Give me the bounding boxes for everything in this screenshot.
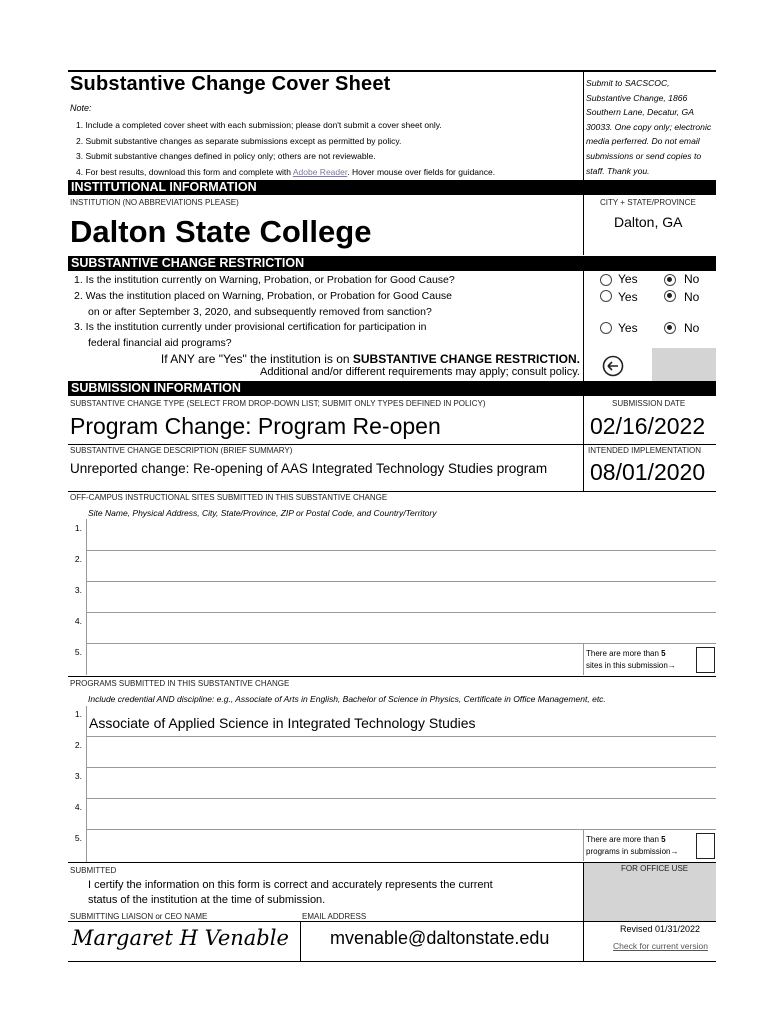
description-rule	[68, 491, 716, 492]
certification-line-1: I certify the information on this form is correct and accurately represents the current	[88, 879, 493, 891]
programs-more-checkbox[interactable]	[696, 833, 715, 859]
site-row-2-number: 2.	[74, 554, 82, 564]
site-row-3-field[interactable]	[87, 582, 716, 612]
note-4-pre: 4. For best results, download this form and complete with	[76, 167, 293, 177]
program-row-5-field[interactable]	[87, 830, 582, 861]
q2-yes-label: Yes	[618, 290, 638, 304]
program-row-4-number: 4.	[74, 802, 82, 812]
email-field[interactable]: mvenable@daltonstate.edu	[330, 928, 550, 948]
site-row-2-field[interactable]	[87, 551, 716, 581]
restriction-notice-bold: SUBSTANTIVE CHANGE RESTRICTION.	[352, 352, 580, 366]
sites-more-pre: There are more than	[586, 649, 662, 658]
submission-date-label: SUBMISSION DATE	[612, 399, 686, 408]
question-3b: federal financial aid programs?	[88, 337, 232, 349]
programs-more-post: programs in submission→	[586, 847, 679, 856]
restriction-gray-cell	[652, 348, 716, 382]
site-row-4-field[interactable]	[87, 613, 716, 643]
programs-more-pre: There are more than	[586, 835, 662, 844]
sites-more-note	[586, 648, 676, 672]
q2-yes-radio[interactable]	[600, 290, 612, 302]
site-row-4-number: 4.	[74, 616, 82, 626]
q2-no-radio[interactable]	[664, 290, 676, 302]
note-2: 2. Submit substantive changes as separate submissions except as permitted by policy.	[76, 136, 402, 146]
institutional-info-bar: INSTITUTIONAL INFORMATION	[68, 180, 716, 195]
note-3: 3. Submit substantive changes defined in policy only; others are not reviewable.	[76, 151, 376, 161]
restriction-notice-2: Additional and/or different requirements may apply; consult policy.	[260, 366, 580, 378]
programs-more-note	[586, 834, 678, 858]
bottom-rule	[68, 961, 716, 962]
q3-yes-radio[interactable]	[600, 322, 612, 334]
note-4-post: . Hover mouse over fields for guidance.	[347, 167, 496, 177]
q3-yes-label: Yes	[618, 321, 638, 335]
certification-text	[88, 878, 493, 908]
sites-bottom-rule	[68, 676, 716, 677]
programs-more-num: 5	[661, 835, 666, 844]
question-3a: 3. Is the institution currently under provisional certification for participation in	[74, 321, 427, 333]
revised-date: Revised 01/31/2022	[620, 924, 701, 934]
note-label: Note:	[70, 103, 92, 113]
restriction-bar: SUBSTANTIVE CHANGE RESTRICTION	[68, 256, 716, 271]
q1-yes-label: Yes	[618, 272, 638, 286]
page-title: Substantive Change Cover Sheet	[70, 73, 391, 95]
submission-instructions: Submit to SACSCOC, Substantive Change, 1866 Southern Lane, Decatur, GA 30033. One copy only; electronic media perferred. Do not email submissions or send copies to staff. Thank you.	[586, 78, 712, 176]
note-4	[76, 167, 495, 177]
institution-divider	[583, 195, 584, 255]
submitted-divider	[583, 863, 584, 961]
question-2b: on or after September 3, 2020, and subsequently removed from sanction?	[88, 306, 432, 318]
liaison-email-divider	[300, 921, 301, 961]
program-row-2-number: 2.	[74, 740, 82, 750]
header-divider	[583, 72, 584, 184]
submission-date-field[interactable]: 02/16/2022	[590, 413, 706, 439]
adobe-reader-link[interactable]: Adobe Reader	[292, 167, 348, 177]
q3-no-radio[interactable]	[664, 322, 676, 334]
submitted-rule	[68, 921, 716, 922]
site-row-1-number: 1.	[74, 523, 82, 533]
site-row-5-field[interactable]	[87, 644, 582, 675]
restriction-divider	[583, 271, 584, 381]
change-description-field[interactable]: Unreported change: Re-opening of AAS Integrated Technology Studies program	[70, 461, 548, 476]
change-type-label: SUBSTANTIVE CHANGE TYPE (SELECT FROM DROP-DOWN LIST; SUBMIT ONLY TYPES DEFINED IN POLICY)	[70, 399, 486, 408]
sites-hint: Site Name, Physical Address, City, State/Province, ZIP or Postal Code, and Country/Territory	[88, 508, 437, 518]
liaison-signature[interactable]: Margaret H Venable	[72, 926, 289, 950]
program-row-1-number: 1.	[74, 709, 82, 719]
restriction-notice	[161, 352, 580, 366]
programs-hint: Include credential AND discipline: e.g., Associate of Arts in English, Bachelor of Science in Physics, Certificate in Office Management, etc.	[88, 694, 606, 704]
program-row-4-field[interactable]	[87, 799, 716, 829]
implementation-date-field[interactable]: 08/01/2020	[590, 459, 706, 485]
programs-more-divider	[583, 830, 584, 861]
question-1: 1. Is the institution currently on Warning, Probation, or Probation for Good Cause?	[74, 274, 455, 286]
sites-more-post: sites in this submission→	[586, 661, 676, 670]
sites-label: OFF-CAMPUS INSTRUCTIONAL SITES SUBMITTED IN THIS SUBSTANTIVE CHANGE	[70, 493, 388, 502]
change-description-label: SUBSTANTIVE CHANGE DESCRIPTION (BRIEF SUMMARY)	[70, 446, 293, 455]
back-arrow-icon[interactable]	[602, 355, 624, 377]
city-label: CITY + STATE/PROVINCE	[600, 198, 696, 207]
email-label: EMAIL ADDRESS	[302, 912, 367, 921]
check-current-version-link[interactable]: Check for current version	[613, 941, 708, 951]
program-row-2-field[interactable]	[87, 737, 716, 767]
sites-more-num: 5	[661, 649, 666, 658]
site-row-5-number: 5.	[74, 647, 82, 657]
change-type-field[interactable]: Program Change: Program Re-open	[70, 413, 441, 439]
note-1: 1. Include a completed cover sheet with each submission; please don't submit a cover sheet only.	[76, 120, 442, 130]
q3-no-label: No	[684, 321, 700, 335]
implementation-label: INTENDED IMPLEMENTATION	[588, 446, 702, 455]
sites-more-checkbox[interactable]	[696, 647, 715, 673]
institution-name-label: INSTITUTION (NO ABBREVIATIONS PLEASE)	[70, 198, 239, 207]
restriction-notice-pre: If ANY are "Yes" the institution is on	[160, 352, 353, 366]
submission-info-bar: SUBMISSION INFORMATION	[68, 381, 716, 396]
program-row-3-number: 3.	[74, 771, 82, 781]
q1-yes-radio[interactable]	[600, 274, 612, 286]
site-row-1-field[interactable]	[87, 520, 716, 550]
certification-line-2: status of the institution at the time of submission.	[88, 894, 326, 906]
question-2a: 2. Was the institution placed on Warning, Probation, or Probation for Good Cause	[74, 290, 453, 302]
institution-name-field[interactable]: Dalton State College	[70, 214, 372, 249]
q1-no-radio[interactable]	[664, 274, 676, 286]
sites-more-divider	[583, 644, 584, 675]
program-row-3-field[interactable]	[87, 768, 716, 798]
site-row-3-number: 3.	[74, 585, 82, 595]
submission-rule	[68, 444, 716, 445]
office-use-label: FOR OFFICE USE	[621, 864, 689, 873]
top-rule	[68, 70, 716, 72]
city-field[interactable]: Dalton, GA	[614, 214, 683, 230]
submitted-label: SUBMITTED	[70, 866, 117, 875]
q1-no-label: No	[684, 272, 700, 286]
programs-label: PROGRAMS SUBMITTED IN THIS SUBSTANTIVE CHANGE	[70, 679, 290, 688]
program-row-1-field[interactable]: Associate of Applied Science in Integrated Technology Studies	[89, 715, 476, 731]
q2-no-label: No	[684, 290, 700, 304]
liaison-label: SUBMITTING LIAISON or CEO NAME	[70, 912, 208, 921]
program-row-5-number: 5.	[74, 833, 82, 843]
